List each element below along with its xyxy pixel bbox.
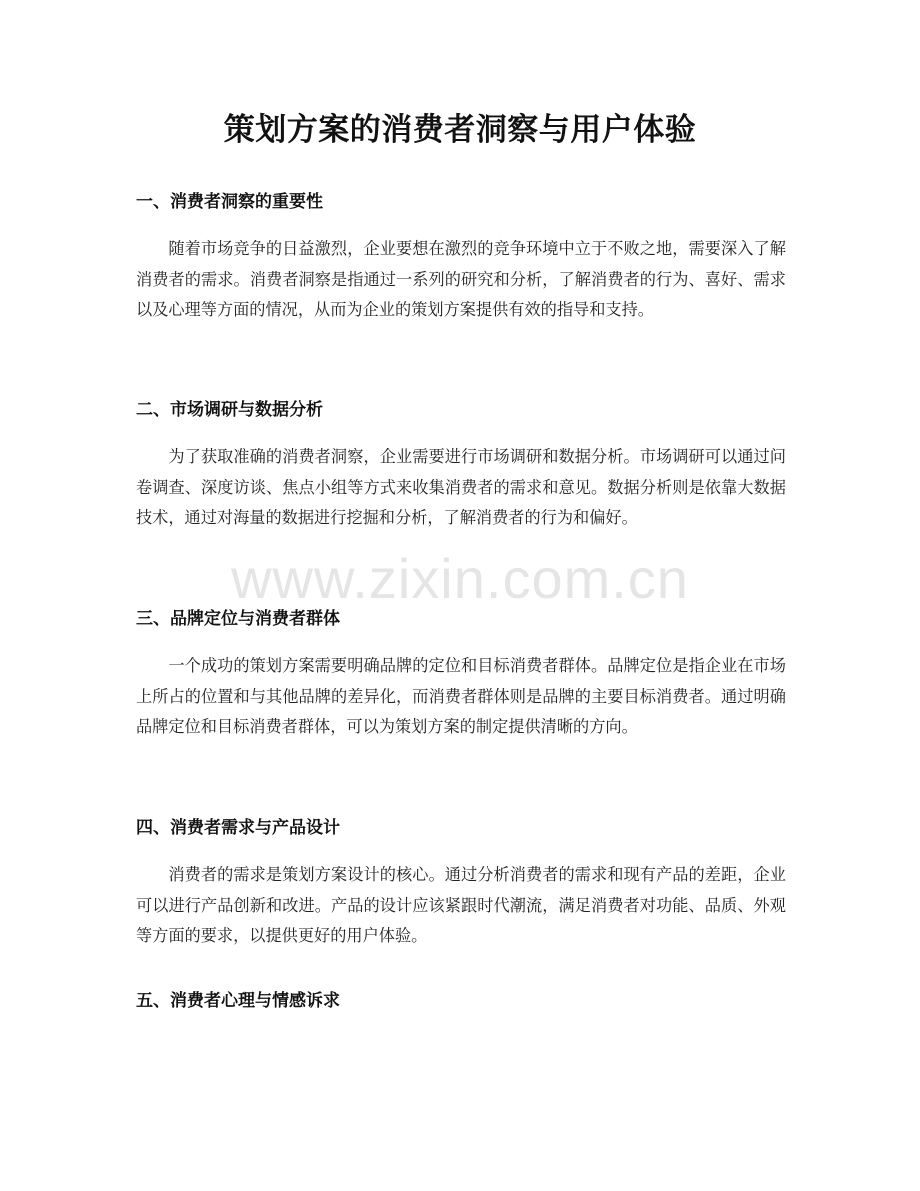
watermark-text: www.zixin.com.cn [231,547,689,610]
section-heading-5: 五、消费者心理与情感诉求 [136,991,340,1011]
section-paragraph-3: 一个成功的策划方案需要明确品牌的定位和目标消费者群体。品牌定位是指企业在市场上所占的位置和与其他品牌的差异化，而消费者群体则是品牌的主要目标消费者。通过明确品牌定位和目标消费者群体，可以为策划方案的制定提供清晰的方向。 [136,656,786,736]
section-heading-2: 二、市场调研与数据分析 [136,400,323,420]
section-heading-3: 三、品牌定位与消费者群体 [136,609,340,629]
section-paragraph-2: 为了获取准确的消费者洞察，企业需要进行市场调研和数据分析。市场调研可以通过问卷调查、深度访谈、焦点小组等方式来收集消费者的需求和意见。数据分析则是依靠大数据技术，通过对海量的数据进行挖掘和分析，了解消费者的行为和偏好。 [136,447,786,527]
document-title: 策划方案的消费者洞察与用户体验 [223,112,697,148]
section-paragraph-4: 消费者的需求是策划方案设计的核心。通过分析消费者的需求和现有产品的差距，企业可以进行产品创新和改进。产品的设计应该紧跟时代潮流，满足消费者对功能、品质、外观等方面的要求，以提供更好的用户体验。 [136,865,786,945]
section-heading-4: 四、消费者需求与产品设计 [136,818,340,838]
section-paragraph-1: 随着市场竞争的日益激烈，企业要想在激烈的竞争环境中立于不败之地，需要深入了解消费者的需求。消费者洞察是指通过一系列的研究和分析，了解消费者的行为、喜好、需求以及心理等方面的情况，从而为企业的策划方案提供有效的指导和支持。 [136,239,786,319]
section-heading-1: 一、消费者洞察的重要性 [136,192,323,212]
